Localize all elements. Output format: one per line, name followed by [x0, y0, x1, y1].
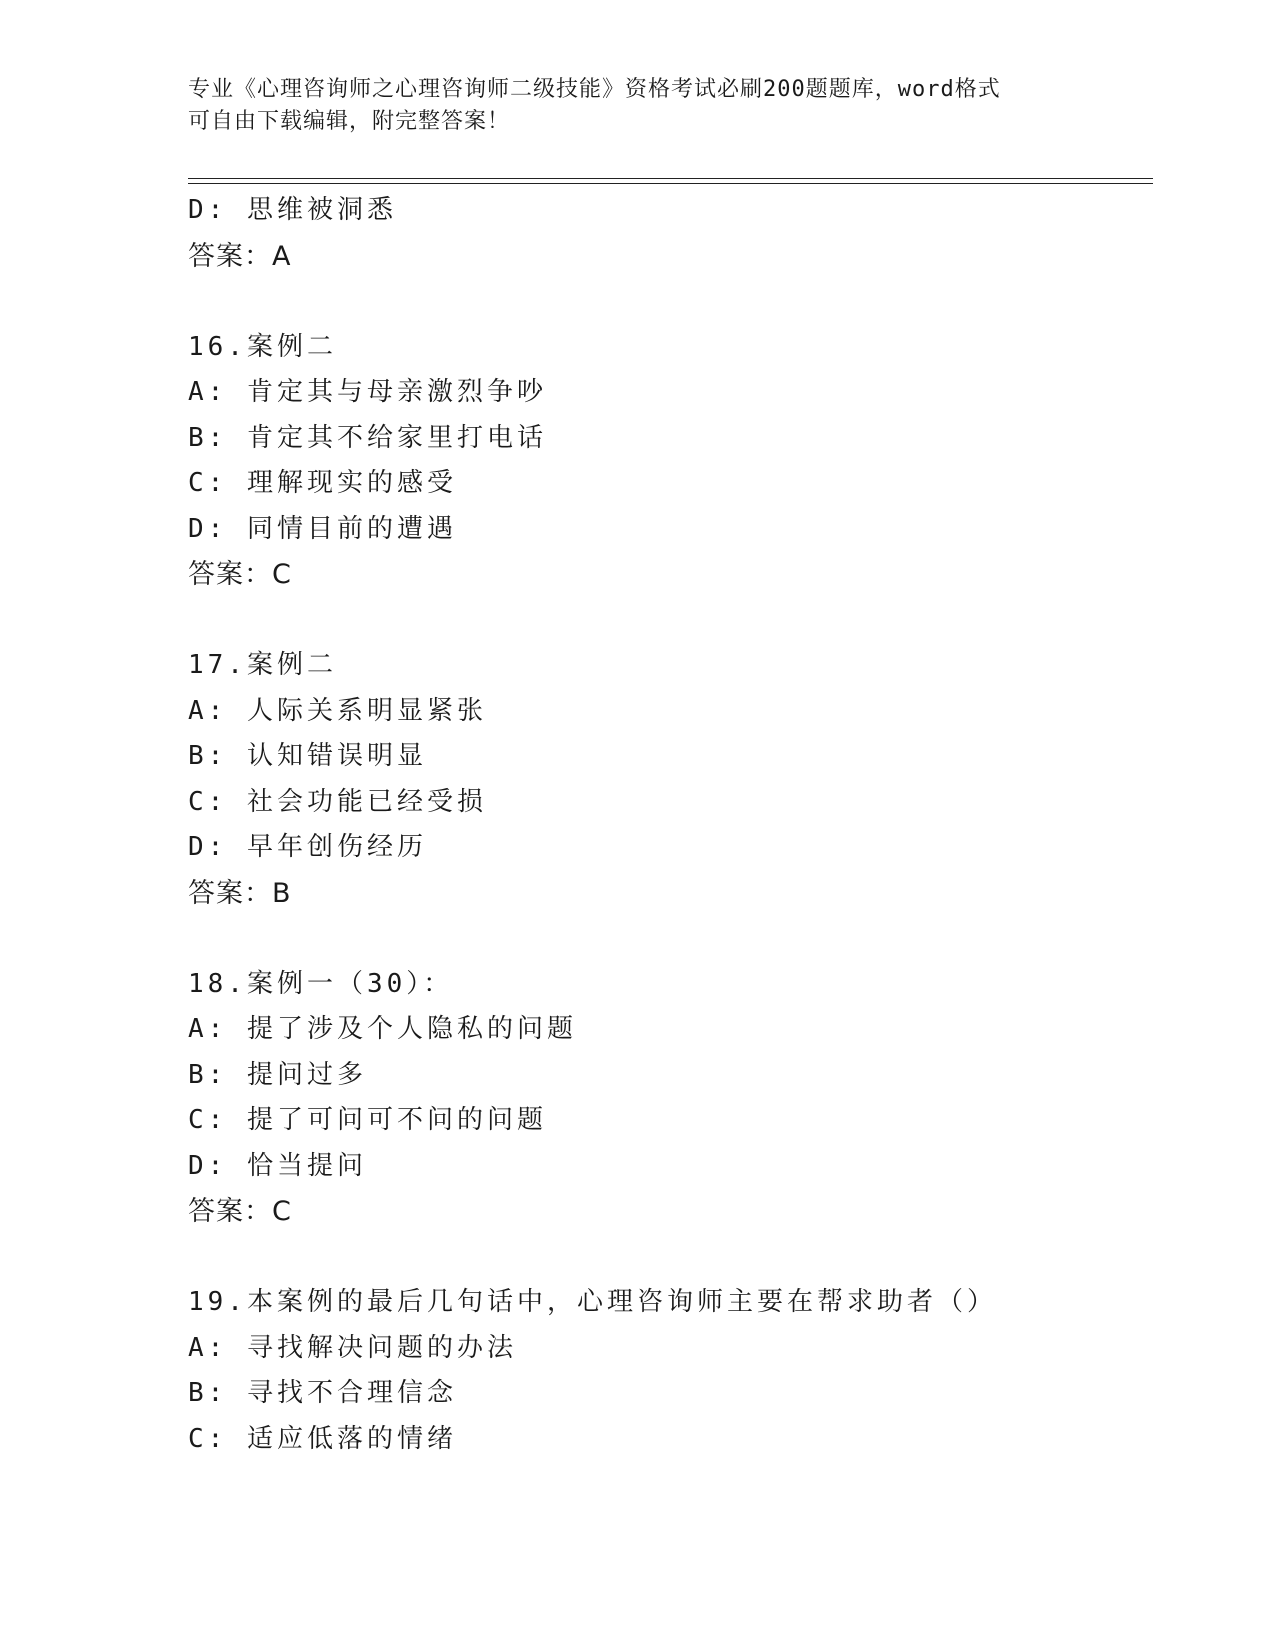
spacer — [188, 279, 1148, 325]
question-16-title: 16.案例二 — [188, 331, 337, 362]
option-c: C: 适应低落的情绪 — [188, 1423, 457, 1454]
option-b: B: 认知错误明显 — [188, 741, 427, 771]
option-d: D: 恰当提问 — [188, 1150, 367, 1181]
option-b: B: 肯定其不给家里打电话 — [188, 422, 547, 453]
option-c: C: 社会功能已经受损 — [188, 786, 487, 817]
question-18-title: 18.案例一（30）： — [188, 968, 454, 999]
option-a: A: 人际关系明显紧张 — [188, 695, 487, 726]
option-d: D: 同情目前的遭遇 — [188, 513, 457, 544]
option-d: D: 早年创伤经历 — [188, 832, 427, 862]
option-c: C: 理解现实的感受 — [188, 468, 457, 498]
option-b: B: 提问过多 — [188, 1059, 367, 1090]
option-a: A: 提了涉及个人隐私的问题 — [188, 1014, 577, 1044]
question-17-title: 17.案例二 — [188, 650, 337, 680]
option-b: B: 寻找不合理信念 — [188, 1378, 457, 1408]
document-header — [188, 74, 1088, 138]
header-rule-top — [188, 178, 1153, 179]
spacer — [188, 598, 1148, 644]
question-19-title: 19.本案例的最后几句话中，心理咨询师主要在帮求助者（） — [188, 1287, 997, 1317]
option-c: C: 提了可问可不问的问题 — [188, 1105, 547, 1135]
header-rule-bottom — [188, 183, 1153, 184]
answer-line: 答案：C — [188, 1196, 292, 1227]
spacer — [188, 916, 1148, 962]
option-a: A: 肯定其与母亲激烈争吵 — [188, 377, 547, 407]
option-a: A: 寻找解决问题的办法 — [188, 1332, 517, 1363]
question-list — [188, 188, 1148, 1462]
answer-line: 答案：C — [188, 559, 292, 590]
answer-line: 答案：A — [188, 240, 292, 272]
spacer — [188, 1235, 1148, 1281]
header-line-1: 专业《心理咨询师之心理咨询师二级技能》资格考试必刷200题题库，word格式 — [188, 77, 1001, 102]
header-line-2: 可自由下载编辑，附完整答案！ — [188, 109, 511, 134]
answer-line: 答案：B — [188, 877, 292, 909]
option-d: D: 思维被洞悉 — [188, 195, 397, 225]
